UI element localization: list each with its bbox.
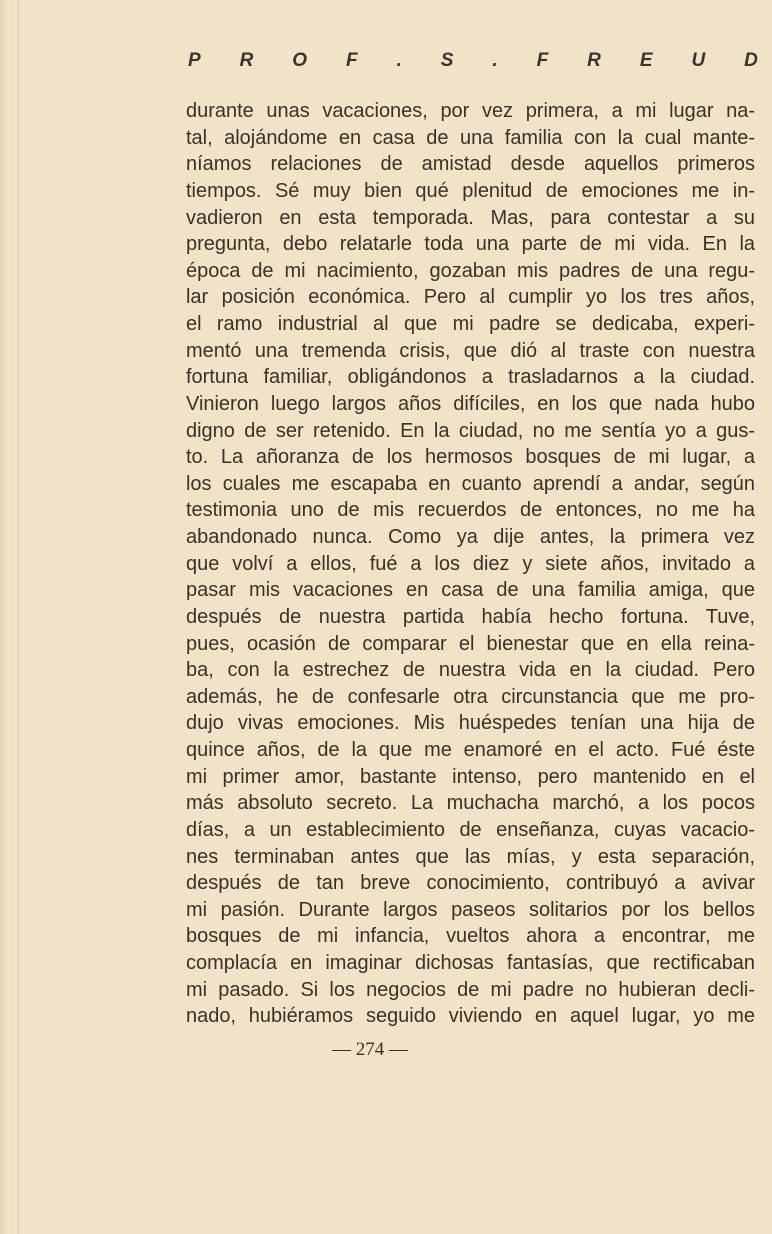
text-line: pregunta, debo relatarle toda una parte de mi vida. En la: [186, 233, 755, 256]
body-text: [186, 98, 755, 1030]
text-line: testimonia uno de mis recuerdos de entonces, no me ha: [186, 499, 755, 522]
text-line: complacía en imaginar dichosas fantasías, que rectificaban: [186, 952, 755, 974]
text-line: después de nuestra partida había hecho fortuna. Tuve,: [186, 605, 755, 628]
header-letter: P: [188, 50, 201, 71]
header-letter: S: [440, 50, 454, 71]
page-number: — 274 —: [332, 1039, 408, 1060]
text-line: quince años, de la que me enamoré en el acto. Fué éste: [186, 739, 755, 761]
text-line: mi pasión. Durante largos paseos solitarios por los bellos: [186, 898, 755, 921]
text-line: Vinieron luego largos años difíciles, en los que nada hubo: [186, 392, 755, 415]
text-line: mentó una tremenda crisis, que dió al traste con nuestra: [186, 339, 755, 362]
header-letter: U: [691, 50, 706, 71]
text-line: pues, ocasión de comparar el bienestar que en ella reina-: [186, 632, 755, 655]
header-letter: E: [639, 50, 653, 71]
text-line: mi primer amor, bastante intenso, pero mantenido en el: [186, 765, 755, 788]
text-line: dujo vivas emociones. Mis huéspedes tenían una hija de: [186, 712, 755, 735]
running-header: [188, 50, 758, 72]
text-line: abandonado nunca. Como ya dije antes, la primera vez: [186, 526, 755, 548]
header-letter: D: [744, 50, 758, 71]
header-letter: R: [587, 50, 601, 71]
text-line: tal, alojándome en casa de una familia con la cual mante-: [186, 126, 755, 149]
text-line: el ramo industrial al que mi padre se dedicaba, experi-: [186, 313, 755, 335]
text-line: los cuales me escapaba en cuanto aprendí a andar, según: [186, 472, 755, 495]
text-line: además, he de confesarle otra circunstancia que me pro-: [186, 685, 755, 708]
header-letter: F: [536, 50, 549, 71]
text-line: días, a un establecimiento de enseñanza, cuyas vacacio-: [186, 818, 755, 841]
text-line: nado, hubiéramos seguido viviendo en aquel lugar, yo me: [186, 1005, 755, 1028]
header-letter: .: [492, 50, 498, 71]
header-letter: F: [346, 50, 358, 71]
text-line: to. La añoranza de los hermosos bosques de mi lugar, a: [186, 446, 755, 469]
text-line: ba, con la estrechez de nuestra vida en la ciudad. Pero: [186, 659, 755, 682]
text-line: nes terminaban antes que las mías, y esta separación,: [186, 845, 755, 868]
text-line: mi pasado. Si los negocios de mi padre no hubieran decli-: [186, 978, 755, 1001]
text-line: durante unas vacaciones, por vez primera, a mi lugar na-: [186, 100, 755, 122]
text-line: que volví a ellos, fué a los diez y siete años, invitado a: [186, 552, 755, 575]
text-line: fortuna familiar, obligándonos a trasladarnos a la ciudad.: [186, 366, 755, 389]
header-letter: .: [396, 50, 402, 71]
text-line: níamos relaciones de amistad desde aquellos primeros: [186, 153, 755, 176]
text-line: vadieron en esta temporada. Mas, para contestar a su: [186, 206, 755, 229]
text-line: tiempos. Sé muy bien qué plenitud de emociones me in-: [186, 179, 755, 202]
text-line: después de tan breve conocimiento, contribuyó a avivar: [186, 872, 755, 895]
text-line: digno de ser retenido. En la ciudad, no me sentía yo a gus-: [186, 419, 755, 442]
header-letter: O: [292, 50, 308, 71]
text-line: pasar mis vacaciones en casa de una familia amiga, que: [186, 579, 755, 602]
text-line: más absoluto secreto. La muchacha marchó, a los pocos: [186, 792, 755, 815]
header-letter: R: [239, 50, 254, 71]
text-line: bosques de mi infancia, vueltos ahora a encontrar, me: [186, 925, 755, 948]
text-line: lar posición económica. Pero al cumplir yo los tres años,: [186, 286, 755, 309]
text-line: época de mi nacimiento, gozaban mis padres de una regu-: [186, 259, 755, 282]
